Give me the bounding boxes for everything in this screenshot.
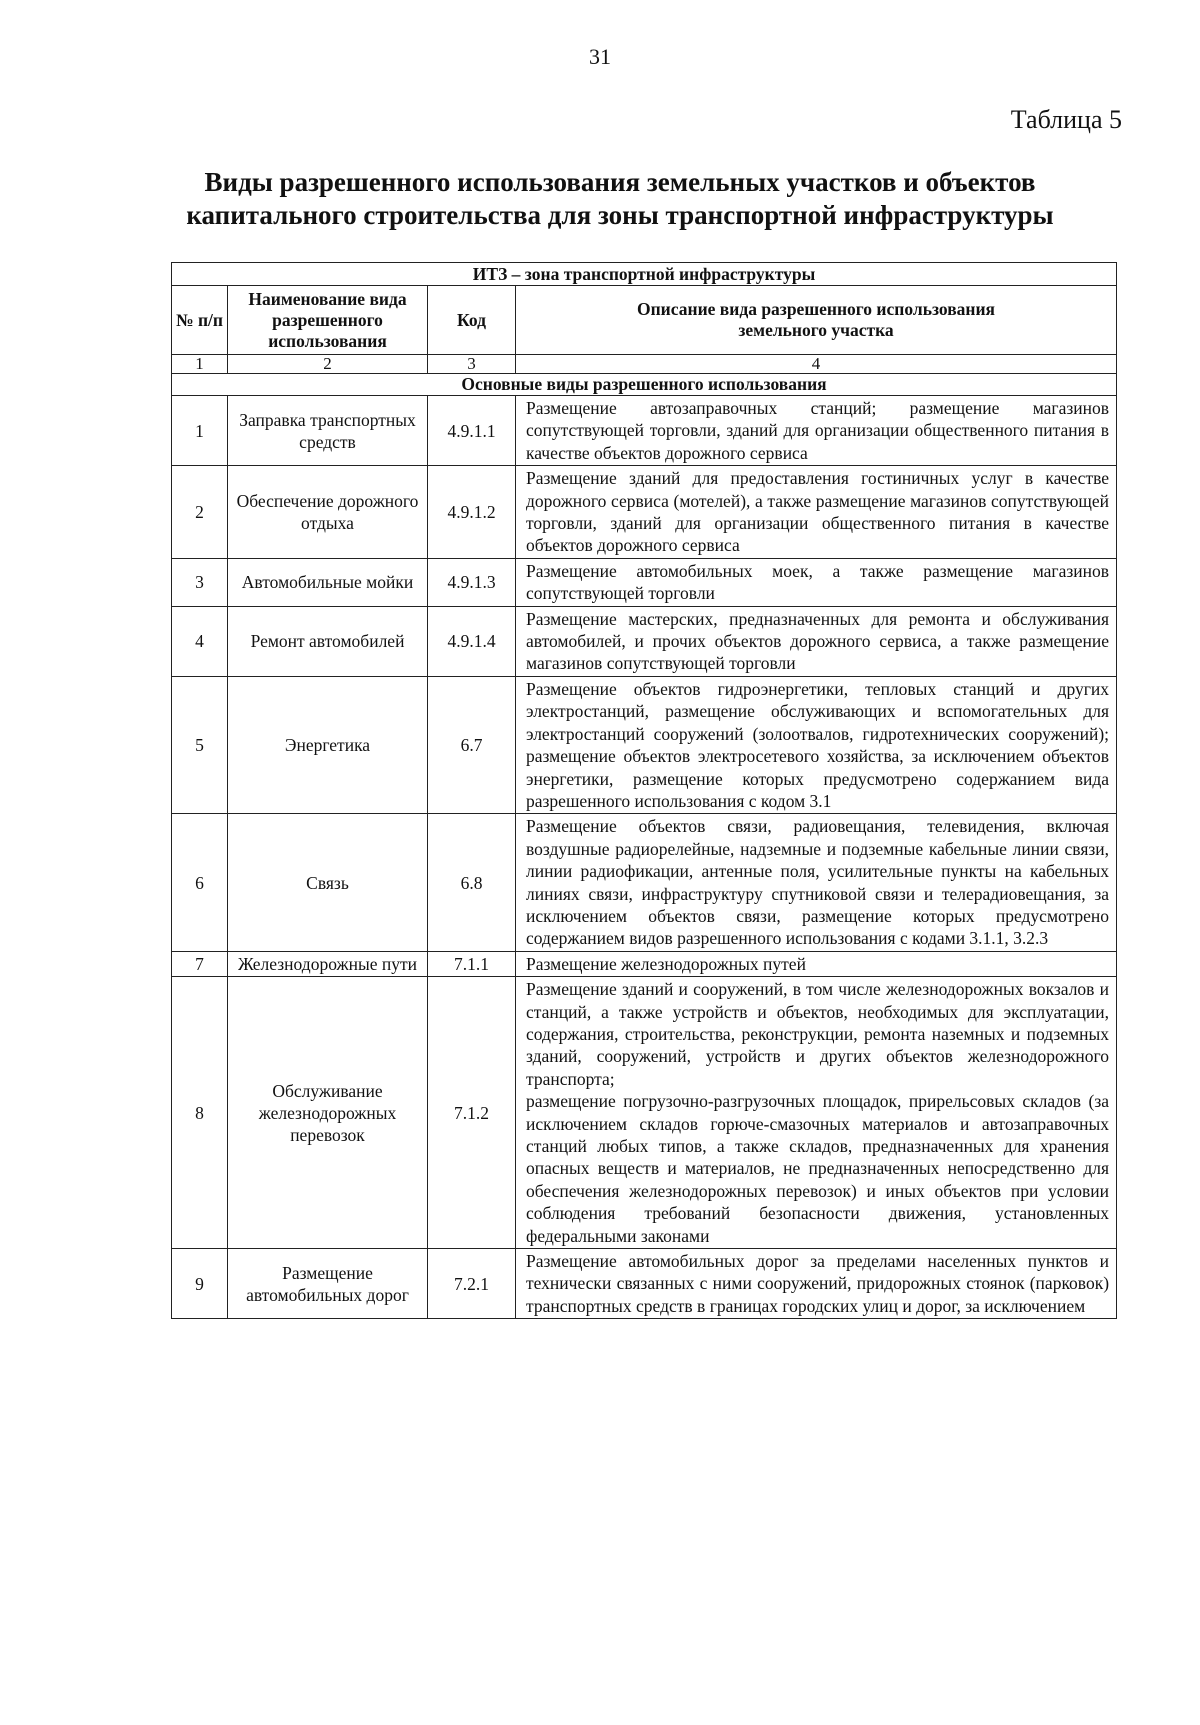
row-name: Обеспечение дорожного отдыха — [228, 466, 428, 559]
row-number: 4 — [172, 606, 228, 676]
row-name: Энергетика — [228, 676, 428, 813]
zone-title: ИТЗ – зона транспортной инфраструктуры — [172, 263, 1117, 286]
page-number: 31 — [589, 44, 611, 69]
table-row — [172, 396, 1117, 466]
table-row — [172, 558, 1117, 606]
row-description: Размещение объектов гидроэнергетики, тепловых станций и других электростанций, размещение обслуживающих и вспомогательных для электростанций сооружений (золоотвалов, гидротехнических сооружений); размещение объектов электросетевого хозяйства, за исключением объектов энергетики, размещение которых предусмотрено содержанием вида разрешенного использования с кодом 3.1 — [516, 676, 1117, 813]
table-label: Таблица 5 — [1010, 105, 1122, 134]
row-number: 7 — [172, 951, 228, 976]
row-code: 6.8 — [428, 814, 516, 951]
column-number: 2 — [228, 355, 428, 374]
row-name: Заправка транспортных средств — [228, 396, 428, 466]
header-code: Код — [428, 286, 516, 355]
header-name: Наименование вида разрешенного использования — [228, 286, 428, 355]
header-desc: Описание вида разрешенного использования земельного участка — [516, 286, 1117, 355]
row-description: Размещение железнодорожных путей — [516, 951, 1117, 976]
row-code: 4.9.1.1 — [428, 396, 516, 466]
row-code: 4.9.1.2 — [428, 466, 516, 559]
header-num: № п/п — [172, 286, 228, 355]
row-number: 3 — [172, 558, 228, 606]
section-title: Основные виды разрешенного использования — [172, 374, 1117, 396]
row-description-part: размещение погрузочно-разгрузочных площадок, прирельсовых складов (за исключением складов горюче-смазочных материалов и автозаправочных станций любых типов, а также складов, предназначенных для хранения опасных веществ и материалов, не предназначенных непосредственно для обеспечения железнодорожных перевозок) и иных объектов при условии соблюдения требований безопасности движения, установленных федеральными законами — [526, 1091, 1110, 1246]
row-description: Размещение автозаправочных станций; размещение магазинов сопутствующей торговли, зданий для организации общественного питания в качестве объектов дорожного сервиса — [516, 396, 1117, 466]
row-name: Связь — [228, 814, 428, 951]
row-name: Автомобильные мойки — [228, 558, 428, 606]
column-number: 1 — [172, 355, 228, 374]
row-code: 7.1.2 — [428, 977, 516, 1249]
document-title — [150, 166, 1090, 232]
row-description: Размещение мастерских, предназначенных для ремонта и обслуживания автомобилей, и прочих объектов дорожного сервиса, а также размещение магазинов сопутствующей торговли — [516, 606, 1117, 676]
column-number: 4 — [516, 355, 1117, 374]
row-name: Железнодорожные пути — [228, 951, 428, 976]
row-number: 5 — [172, 676, 228, 813]
column-number: 3 — [428, 355, 516, 374]
row-code: 7.1.1 — [428, 951, 516, 976]
row-description: Размещение автомобильных дорог за пределами населенных пунктов и технически связанных с ними сооружений, придорожных стоянок (парковок) транспортных средств в границах городских улиц и дорог, за исключением — [516, 1249, 1117, 1319]
table-row — [172, 977, 1117, 1249]
row-code: 7.2.1 — [428, 1249, 516, 1319]
row-number: 6 — [172, 814, 228, 951]
title-line-2: капитального строительства для зоны транспортной инфраструктуры — [186, 200, 1054, 230]
table-row — [172, 676, 1117, 813]
row-name: Размещение автомобильных дорог — [228, 1249, 428, 1319]
row-number: 9 — [172, 1249, 228, 1319]
section-header-row — [172, 374, 1117, 396]
row-description: Размещение зданий для предоставления гостиничных услуг в качестве дорожного сервиса (мотелей), а также размещение магазинов сопутствующей торговли, зданий для организации общественного питания в качестве объектов дорожного сервиса — [516, 466, 1117, 559]
row-description: Размещение автомобильных моек, а также размещение магазинов сопутствующей торговли — [516, 558, 1117, 606]
row-code: 6.7 — [428, 676, 516, 813]
table-row — [172, 466, 1117, 559]
row-name: Ремонт автомобилей — [228, 606, 428, 676]
column-number-row — [172, 355, 1117, 374]
land-use-table — [171, 262, 1117, 1319]
row-description: Размещение объектов связи, радиовещания, телевидения, включая воздушные радиорелейные, надземные и подземные кабельные линии связи, линии радиофикации, антенные поля, усилительные пункты на кабельных линиях связи, инфраструктуру спутниковой связи и телерадиовещания, за исключением объектов связи, размещение которых предусмотрено содержанием видов разрешенного использования с кодами 3.1.1, 3.2.3 — [516, 814, 1117, 951]
row-code: 4.9.1.3 — [428, 558, 516, 606]
row-code: 4.9.1.4 — [428, 606, 516, 676]
column-header-row — [172, 286, 1117, 355]
table-row — [172, 606, 1117, 676]
title-line-1: Виды разрешенного использования земельных участков и объектов — [204, 167, 1036, 197]
row-description-part: Размещение зданий и сооружений, в том числе железнодорожных вокзалов и станций, а также устройств и объектов, необходимых для эксплуатации, содержания, строительства, реконструкции, ремонта наземных и подземных зданий, сооружений, устройств и других объектов железнодорожного транспорта; — [526, 979, 1110, 1089]
row-number: 1 — [172, 396, 228, 466]
table-row — [172, 814, 1117, 951]
row-name: Обслуживание железнодорожных перевозок — [228, 977, 428, 1249]
row-number: 2 — [172, 466, 228, 559]
table-row — [172, 1249, 1117, 1319]
zone-header-row — [172, 263, 1117, 286]
row-description — [516, 977, 1117, 1249]
row-number: 8 — [172, 977, 228, 1249]
table-row — [172, 951, 1117, 976]
